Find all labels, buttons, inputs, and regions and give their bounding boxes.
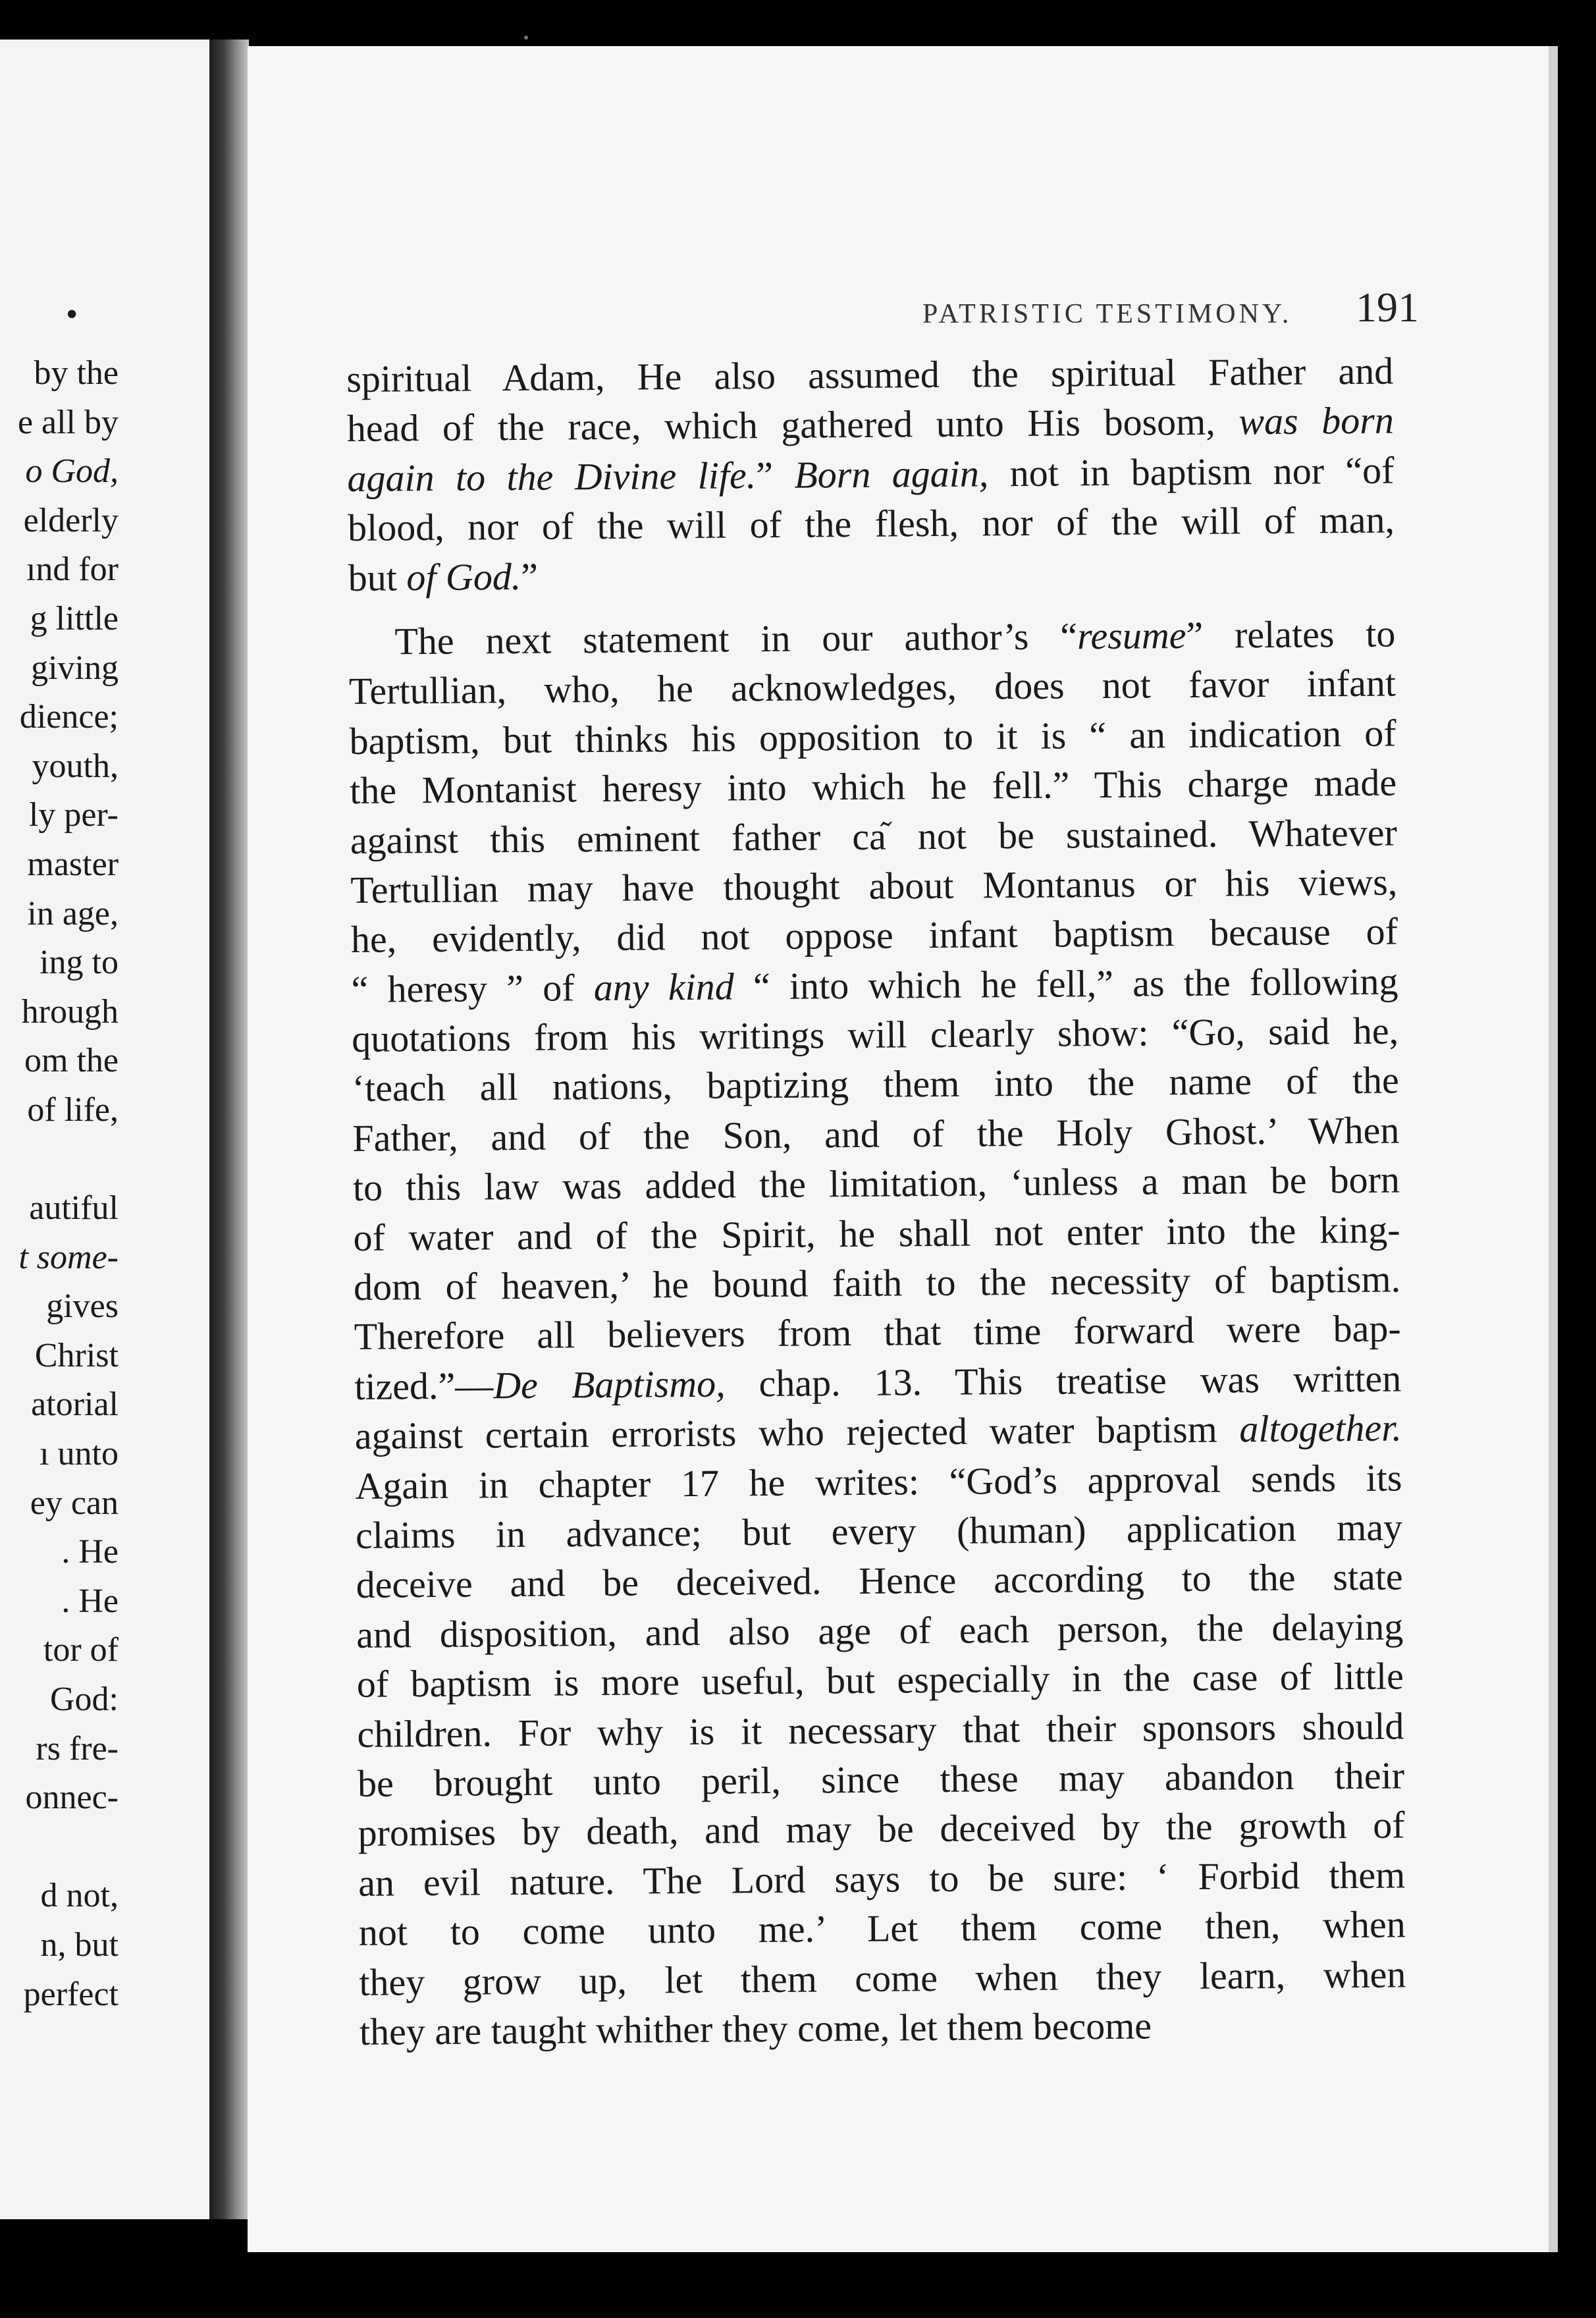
left-page-line: . He [61,1533,119,1571]
text-line [347,396,1395,454]
text-line [349,659,1396,716]
left-page-line: Christ [34,1336,119,1374]
left-page-line: . He [61,1582,119,1620]
text-line [351,956,1398,1014]
text-line [350,758,1397,816]
left-page-line: g little [30,599,119,637]
text-run: ” relates to [1186,612,1396,657]
left-page-line: om the [24,1042,119,1080]
text-run: the Montanist heresy into which he fell.” This charge made [349,761,1397,813]
italic-run: any kind [593,965,734,1009]
text-line [355,1453,1402,1511]
text-line [348,608,1396,666]
left-page-line: o God, [25,452,119,491]
text-line [350,807,1398,865]
left-page-line: ı unto [40,1435,119,1473]
text-run: spiritual Adam, He also assumed the spiritual Father and [346,349,1394,400]
left-page-line: atorial [31,1386,119,1424]
text-line [356,1502,1403,1560]
paragraph [348,608,1406,2057]
text-run: Tertullian, who, he acknowledges, does not favor infant [348,661,1396,713]
left-page-line: tor of [43,1631,119,1669]
text-run: they are taught whither they come, let them become [359,2004,1152,2053]
text-line [359,1949,1406,2007]
text-line [348,495,1395,553]
text-run: “ into which he fell,” as the following [733,959,1398,1008]
text-line [354,1254,1401,1312]
text-run: blood, nor of the will of the flesh, nor of the will of man, [347,498,1395,550]
text-line [352,1006,1399,1064]
main-page [248,46,1558,2272]
text-run: ‘teach all nations, baptizing them into the name of the [352,1058,1399,1110]
text-line [357,1701,1404,1759]
left-page-line: n, but [40,1926,119,1964]
left-page-line: ınd for [26,551,119,589]
text-line [348,545,1395,603]
left-page-line: e all by [17,403,119,441]
italic-run: De Baptismo, [493,1362,726,1407]
text-line [359,1999,1407,2057]
text-line [358,1800,1405,1858]
text-line [346,346,1394,404]
text-run: chap. 13. This treatise was written [725,1357,1402,1405]
text-run: baptism, but thinks his opposition to it is “ an indication of [349,711,1396,763]
left-page-line: rs fre- [36,1729,119,1767]
left-page-dot: • [66,296,78,333]
text-run: promises by death, and may be deceived by the growth of [358,1803,1405,1855]
text-run: of water and of the Spirit, he shall not enter into the king- [353,1208,1400,1259]
text-line [358,1750,1405,1808]
text-line [352,1105,1400,1163]
left-page-line: giving [31,649,119,687]
text-run: and disposition, and also age of each person, the delaying [356,1605,1404,1656]
text-run: quotations from his writings will clearly show: “Go, said he, [351,1009,1399,1061]
scan-border [0,2252,1596,2318]
text-line [356,1552,1403,1610]
text-run: but [348,555,407,599]
left-page-line: hrough [21,992,119,1031]
left-page-line: in age, [27,894,119,932]
left-page-line: of life, [27,1091,119,1129]
text-run: dom of heaven,’ he bound faith to the necessity of baptism. [353,1257,1401,1308]
left-page-line: gives [46,1287,119,1326]
italic-run: altogether. [1239,1406,1402,1451]
paragraph [346,346,1395,603]
left-page-line: elderly [23,501,119,539]
text-line [353,1155,1400,1213]
dust-speck [524,36,528,40]
text-line [357,1652,1404,1710]
text-run: The next statement in our author’s “ [394,614,1078,663]
text-line [350,857,1398,915]
text-run: he, evidently, did not oppose infant baptism because of [350,909,1398,961]
left-page-line: ing to [40,944,119,982]
text-run: “ heresy ” of [351,965,595,1011]
text-line [356,1602,1404,1659]
text-run: Again in chapter 17 he writes: “God’s approval sends its [355,1456,1402,1507]
running-head: PATRISTIC TESTIMONY. [922,299,1292,329]
text-run: ” [521,554,539,598]
left-page-line: perfect [23,1975,119,2013]
text-run: not to come unto me.’ Let them come then, when [358,1902,1406,1954]
text-line [359,1900,1406,1958]
text-run: an evil nature. The Lord says to be sure: ‘ Forbid them [358,1853,1406,1904]
text-run: they grow up, let them come when they learn, when [359,1952,1406,2004]
left-page-line [0,1823,119,1872]
italic-run: again to the Divine life. [347,453,757,500]
text-run: Tertullian may have thought about Montanus or his views, [350,860,1398,911]
left-page-line: ey can [30,1484,119,1522]
left-page-line: God: [50,1681,119,1719]
book-gutter [209,40,249,2219]
text-run: to this law was added the limitation, ‘unless a man be born [352,1158,1400,1210]
text-run: ” [755,453,795,497]
text-run: of baptism is more useful, but especially in the case of little [356,1654,1404,1706]
page-number: 191 [1356,284,1419,331]
left-page-line: ly per- [28,796,119,834]
text-run: not in baptism nor “of [988,448,1395,495]
left-page-line: t some- [18,1238,119,1276]
text-run: against certain errorists who rejected water baptism [354,1407,1240,1458]
text-line [358,1850,1406,1908]
left-page-line: d not, [40,1877,119,1915]
text-run: Father, and of the Son, and of the Holy Ghost.’ When [352,1108,1400,1160]
text-line [354,1304,1401,1362]
text-run: deceive and be deceived. Hence according to the state [356,1555,1403,1607]
text-line [347,445,1395,503]
text-run: head of the race, which gathered unto His bosom, [346,400,1239,450]
italic-run: resume [1077,613,1186,658]
italic-run: was born [1238,398,1395,443]
left-page-line: dience; [19,698,119,736]
left-page-line [0,1135,119,1185]
left-page [0,40,213,2219]
italic-run: of God. [406,554,521,599]
text-run: Therefore all believers from that time forward were bap- [354,1307,1401,1359]
left-page-line: master [27,845,119,883]
left-page-line: youth, [32,747,119,785]
text-line [353,1204,1400,1262]
text-run: children. For why is it necessary that their sponsors should [357,1704,1404,1756]
text-line [354,1353,1402,1411]
text-run: tized.”— [354,1364,494,1408]
left-page-line: autiful [29,1189,119,1227]
left-page-text [0,349,119,2019]
left-page-line: by the [34,354,119,392]
left-page-line: onnec- [25,1779,119,1817]
text-line [352,1056,1399,1114]
text-line [349,708,1396,766]
body-text [346,346,1406,2057]
italic-run: Born again, [794,452,989,497]
text-run: against this eminent father ca᷉ not be sustained. Whatever [350,811,1398,862]
text-run: claims in advance; but every (human) application may [355,1505,1403,1557]
text-line [355,1403,1402,1461]
text-run: be brought unto peril, since these may abandon their [357,1754,1405,1805]
text-line [351,907,1398,965]
